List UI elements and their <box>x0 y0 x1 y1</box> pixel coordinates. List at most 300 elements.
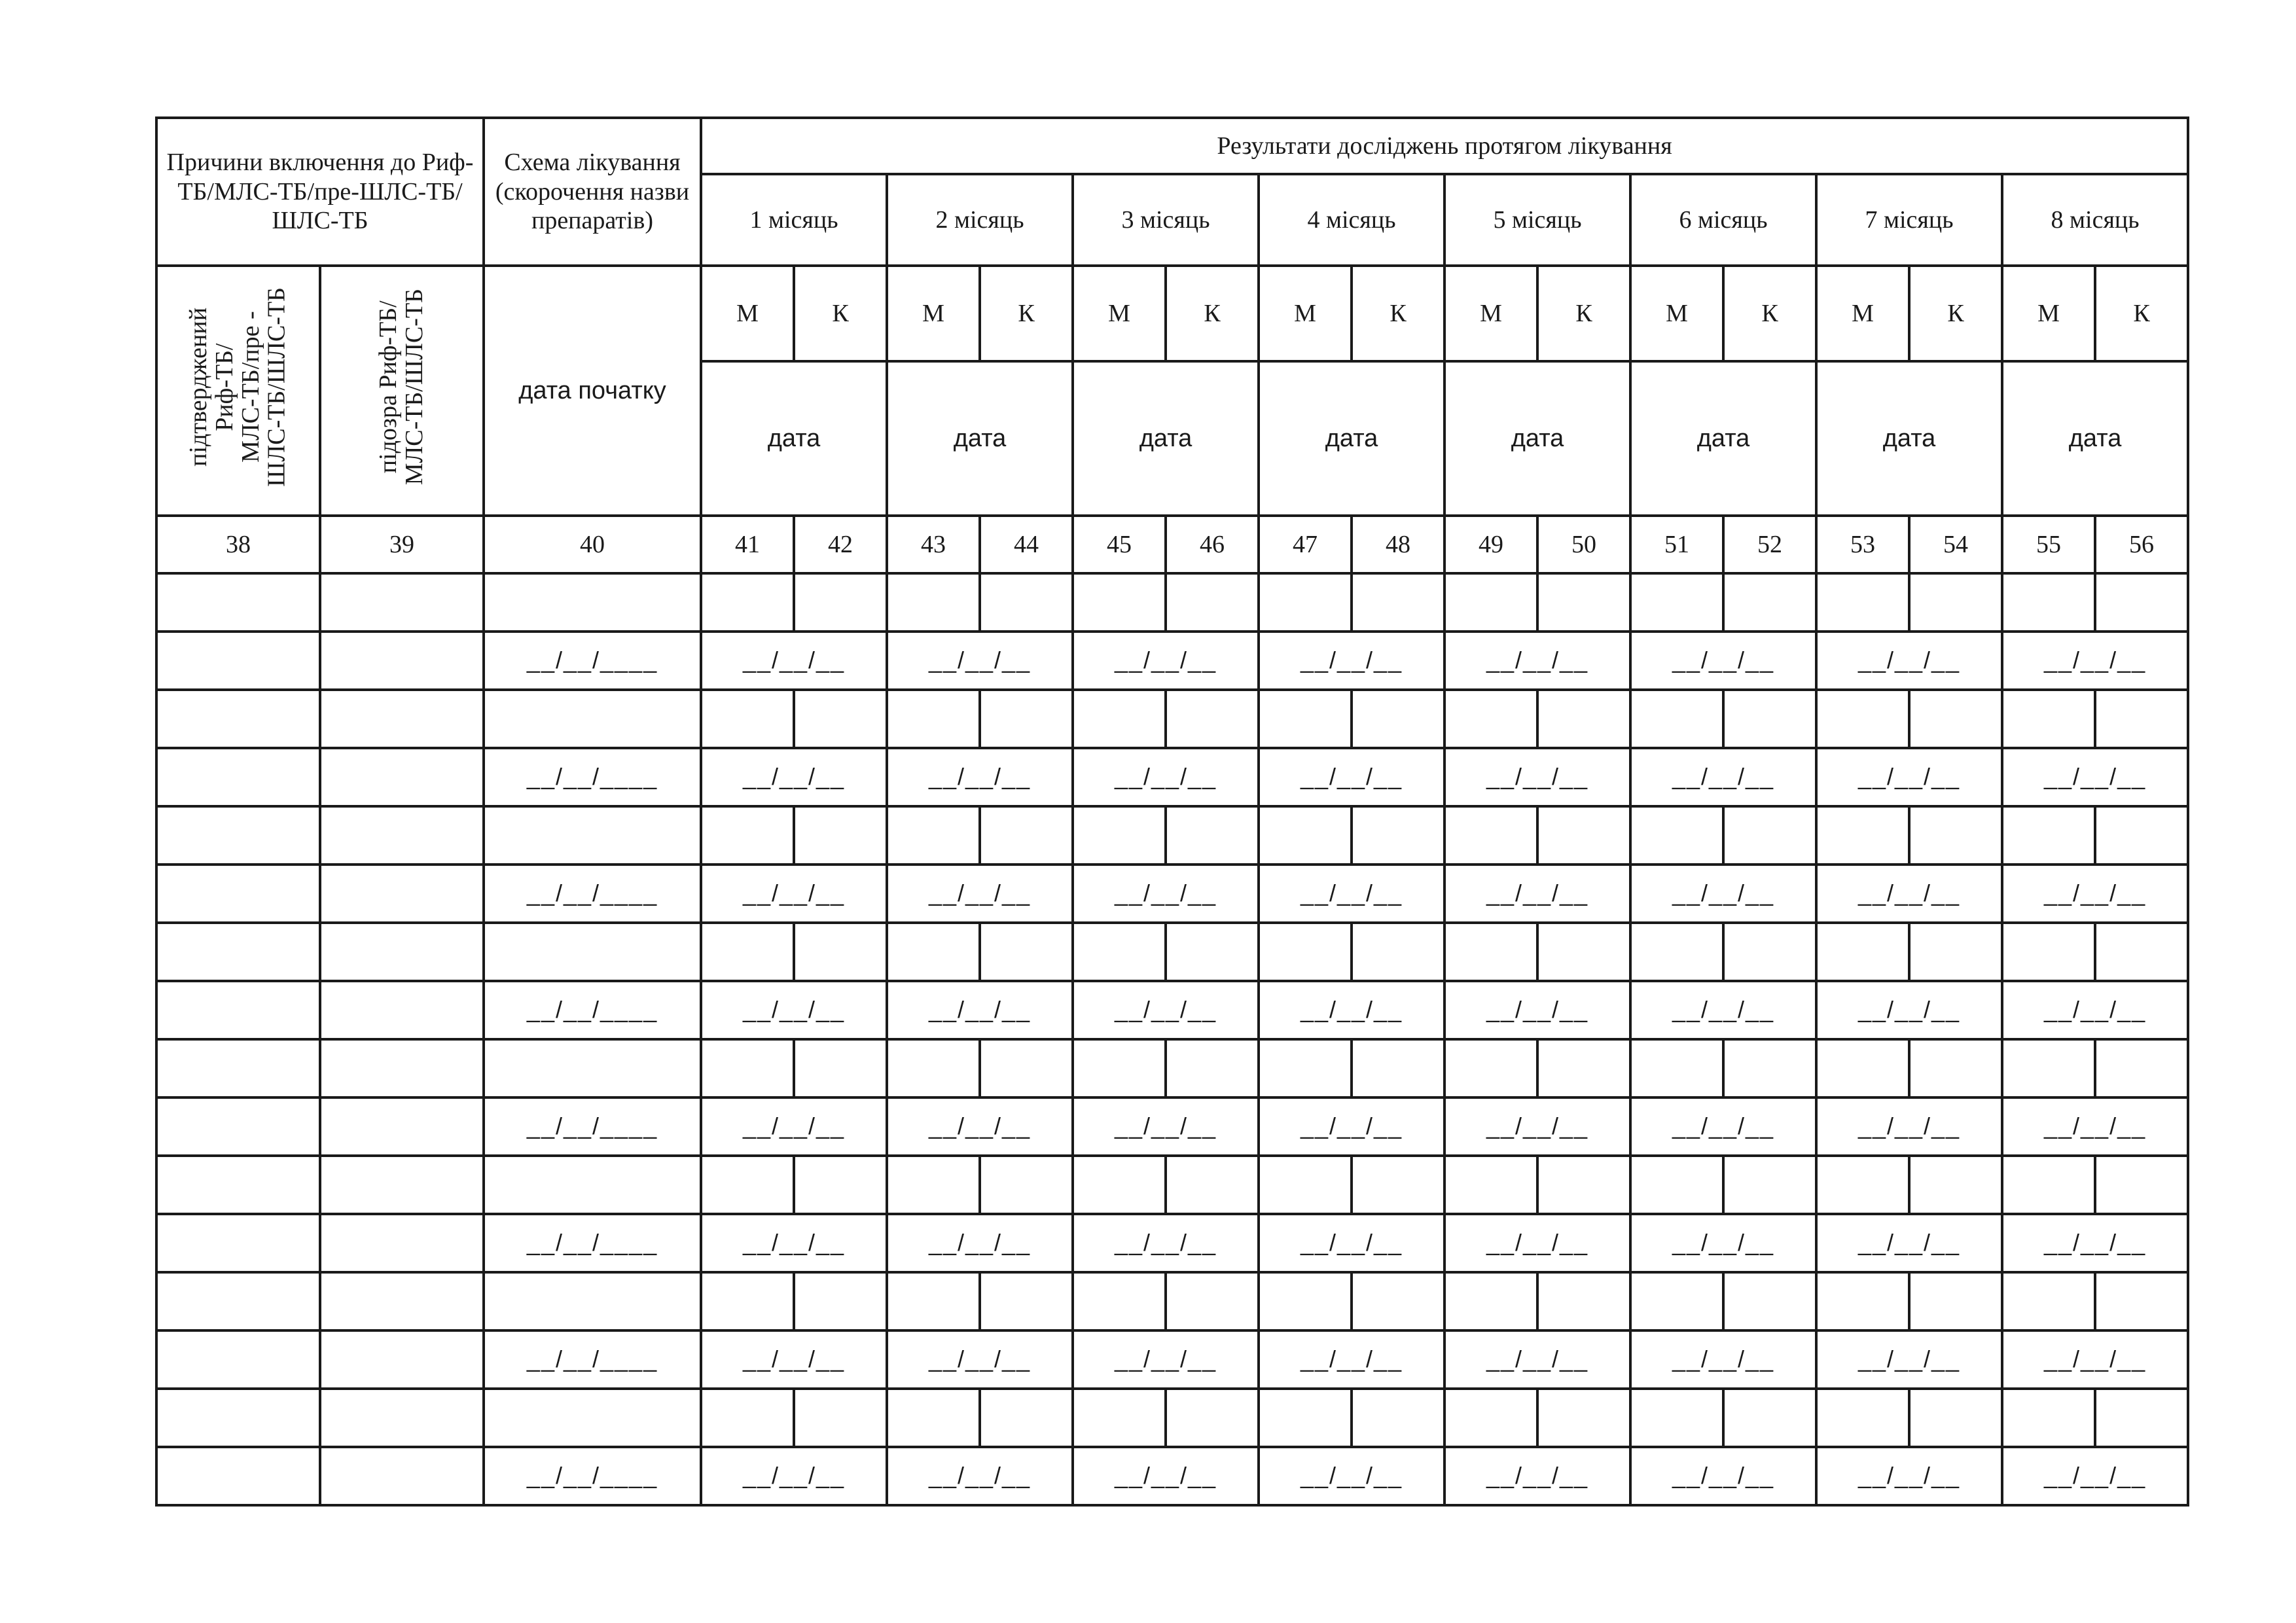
date-label-4: дата <box>1259 361 1444 516</box>
k-result-cell[interactable] <box>980 1272 1073 1330</box>
m-result-cell[interactable] <box>1630 1156 1723 1214</box>
start-date-cell[interactable] <box>484 1097 701 1156</box>
month-date-cell[interactable] <box>701 1447 887 1505</box>
m-result-cell[interactable] <box>1259 1389 1352 1447</box>
m-result-cell[interactable] <box>1816 690 1909 748</box>
m-result-cell[interactable] <box>887 1156 980 1214</box>
k-result-cell[interactable] <box>1723 690 1816 748</box>
month-header-7: 7 місяць <box>1816 174 2002 266</box>
k-result-cell[interactable] <box>1723 1039 1816 1097</box>
m-result-cell[interactable] <box>887 1389 980 1447</box>
month-date-placeholder: __/__/__ <box>1672 1346 1775 1373</box>
confirmed-cell[interactable] <box>156 573 320 632</box>
m-result-cell[interactable] <box>887 1039 980 1097</box>
scheme-cell[interactable] <box>484 923 701 981</box>
month-date-cell[interactable] <box>887 1214 1073 1272</box>
month-date-placeholder: __/__/__ <box>1300 1346 1403 1373</box>
m-result-cell[interactable] <box>1259 1156 1352 1214</box>
m-result-cell[interactable] <box>887 573 980 632</box>
m-label-2: М <box>887 266 980 361</box>
confirmed-cell[interactable] <box>156 923 320 981</box>
month-date-placeholder: __/__/__ <box>1114 763 1217 791</box>
confirmed-cell[interactable] <box>156 1330 320 1389</box>
month-date-cell[interactable] <box>701 1097 887 1156</box>
m-result-cell[interactable] <box>1630 690 1723 748</box>
k-result-cell[interactable] <box>1537 1272 1630 1330</box>
month-date-cell[interactable] <box>1073 865 1259 923</box>
k-result-cell[interactable] <box>2095 690 2188 748</box>
month-header-8: 8 місяць <box>2002 174 2188 266</box>
confirmed-cell[interactable] <box>156 806 320 865</box>
scheme-cell[interactable] <box>484 690 701 748</box>
results-row <box>156 1156 2188 1214</box>
date-row <box>156 981 2188 1039</box>
m-result-cell[interactable] <box>1073 1272 1166 1330</box>
k-result-cell[interactable] <box>794 1389 887 1447</box>
k-result-cell[interactable] <box>1909 1389 2002 1447</box>
confirmed-cell[interactable] <box>156 1097 320 1156</box>
k-result-cell[interactable] <box>1537 690 1630 748</box>
k-result-cell[interactable] <box>1723 573 1816 632</box>
k-result-cell[interactable] <box>1352 690 1444 748</box>
k-result-cell[interactable] <box>1537 806 1630 865</box>
confirmed-cell[interactable] <box>156 1272 320 1330</box>
results-row <box>156 573 2188 632</box>
month-date-cell[interactable] <box>2002 1097 2188 1156</box>
month-date-cell[interactable] <box>1816 1330 2002 1389</box>
suspected-cell[interactable] <box>320 632 484 690</box>
m-result-cell[interactable] <box>887 806 980 865</box>
k-result-cell[interactable] <box>1909 690 2002 748</box>
m-result-cell[interactable] <box>1073 1039 1166 1097</box>
m-result-cell[interactable] <box>1630 806 1723 865</box>
m-result-cell[interactable] <box>1259 806 1352 865</box>
month-date-placeholder: __/__/__ <box>1486 647 1589 674</box>
m-result-cell[interactable] <box>701 806 794 865</box>
k-result-cell[interactable] <box>2095 1272 2188 1330</box>
m-result-cell[interactable] <box>2002 1156 2095 1214</box>
suspected-cell[interactable] <box>320 1330 484 1389</box>
m-result-cell[interactable] <box>1259 1272 1352 1330</box>
scheme-cell[interactable] <box>484 1389 701 1447</box>
month-date-cell[interactable] <box>2002 748 2188 806</box>
month-date-cell[interactable] <box>1816 981 2002 1039</box>
k-result-cell[interactable] <box>1723 923 1816 981</box>
month-date-cell[interactable] <box>2002 632 2188 690</box>
suspected-cell[interactable] <box>320 1156 484 1214</box>
scheme-cell[interactable] <box>484 1039 701 1097</box>
confirmed-cell[interactable] <box>156 1389 320 1447</box>
column-number-44: 44 <box>980 516 1073 573</box>
month-date-placeholder: __/__/__ <box>1300 880 1403 907</box>
k-result-cell[interactable] <box>1909 1039 2002 1097</box>
k-result-cell[interactable] <box>1352 1272 1444 1330</box>
k-result-cell[interactable] <box>980 690 1073 748</box>
m-result-cell[interactable] <box>1630 1272 1723 1330</box>
month-date-cell[interactable] <box>701 865 887 923</box>
k-result-cell[interactable] <box>2095 573 2188 632</box>
m-result-cell[interactable] <box>1630 1039 1723 1097</box>
m-result-cell[interactable] <box>1073 690 1166 748</box>
k-result-cell[interactable] <box>1166 1389 1259 1447</box>
m-result-cell[interactable] <box>1444 1039 1537 1097</box>
month-date-cell[interactable] <box>1444 865 1630 923</box>
m-result-cell[interactable] <box>1444 1389 1537 1447</box>
k-result-cell[interactable] <box>2095 1389 2188 1447</box>
k-result-cell[interactable] <box>1166 573 1259 632</box>
k-result-cell[interactable] <box>794 1156 887 1214</box>
month-date-cell[interactable] <box>1444 1447 1630 1505</box>
k-result-cell[interactable] <box>1537 1389 1630 1447</box>
suspected-cell[interactable] <box>320 923 484 981</box>
start-date-cell[interactable] <box>484 1330 701 1389</box>
month-date-placeholder: __/__/__ <box>1857 880 1961 907</box>
month-date-placeholder: __/__/__ <box>1486 1346 1589 1373</box>
m-result-cell[interactable] <box>1259 923 1352 981</box>
month-date-cell[interactable] <box>2002 865 2188 923</box>
suspected-cell[interactable] <box>320 748 484 806</box>
suspected-cell[interactable] <box>320 1447 484 1505</box>
month-date-placeholder: __/__/__ <box>1857 996 1961 1024</box>
start-date-cell[interactable] <box>484 748 701 806</box>
date-label-1: дата <box>701 361 887 516</box>
month-date-placeholder: __/__/__ <box>1486 1113 1589 1140</box>
k-result-cell[interactable] <box>1166 923 1259 981</box>
k-result-cell[interactable] <box>2095 1156 2188 1214</box>
month-date-placeholder: __/__/__ <box>928 880 1031 907</box>
month-date-cell[interactable] <box>887 1330 1073 1389</box>
k-result-cell[interactable] <box>1352 1156 1444 1214</box>
suspected-cell[interactable] <box>320 865 484 923</box>
k-result-cell[interactable] <box>1352 573 1444 632</box>
month-date-cell[interactable] <box>1444 1097 1630 1156</box>
month-date-cell[interactable] <box>701 1214 887 1272</box>
date-row <box>156 865 2188 923</box>
results-row <box>156 690 2188 748</box>
suspected-cell[interactable] <box>320 1039 484 1097</box>
month-date-cell[interactable] <box>1444 748 1630 806</box>
month-date-placeholder: __/__/__ <box>928 1229 1031 1257</box>
confirmed-cell[interactable] <box>156 981 320 1039</box>
month-date-placeholder: __/__/__ <box>2043 763 2147 791</box>
k-result-cell[interactable] <box>1723 1389 1816 1447</box>
month-date-cell[interactable] <box>2002 1330 2188 1389</box>
month-date-cell[interactable] <box>1259 865 1444 923</box>
m-result-cell[interactable] <box>1630 1389 1723 1447</box>
k-result-cell[interactable] <box>1352 1039 1444 1097</box>
month-date-cell[interactable] <box>1259 1097 1444 1156</box>
k-result-cell[interactable] <box>1909 1156 2002 1214</box>
k-result-cell[interactable] <box>980 1389 1073 1447</box>
m-result-cell[interactable] <box>1073 923 1166 981</box>
m-result-cell[interactable] <box>2002 1039 2095 1097</box>
month-date-cell[interactable] <box>1259 748 1444 806</box>
confirmed-cell[interactable] <box>156 748 320 806</box>
month-date-cell[interactable] <box>1630 865 1816 923</box>
k-result-cell[interactable] <box>1537 573 1630 632</box>
month-date-placeholder: __/__/__ <box>2043 1113 2147 1140</box>
k-result-cell[interactable] <box>794 1272 887 1330</box>
scheme-cell[interactable] <box>484 1272 701 1330</box>
k-label-7: К <box>1909 266 2002 361</box>
month-date-cell[interactable] <box>1259 1214 1444 1272</box>
m-result-cell[interactable] <box>701 923 794 981</box>
month-date-cell[interactable] <box>1630 1214 1816 1272</box>
k-result-cell[interactable] <box>794 923 887 981</box>
month-date-placeholder: __/__/__ <box>1114 1229 1217 1257</box>
start-date-cell[interactable] <box>484 865 701 923</box>
month-date-cell[interactable] <box>1444 632 1630 690</box>
m-result-cell[interactable] <box>1444 573 1537 632</box>
month-date-cell[interactable] <box>1444 981 1630 1039</box>
k-result-cell[interactable] <box>2095 806 2188 865</box>
month-date-cell[interactable] <box>1073 632 1259 690</box>
month-date-cell[interactable] <box>1816 865 2002 923</box>
m-result-cell[interactable] <box>701 1156 794 1214</box>
month-date-placeholder: __/__/__ <box>1857 1229 1961 1257</box>
m-result-cell[interactable] <box>701 1389 794 1447</box>
month-date-cell[interactable] <box>887 748 1073 806</box>
k-result-cell[interactable] <box>794 690 887 748</box>
m-label-5: М <box>1444 266 1537 361</box>
m-result-cell[interactable] <box>701 573 794 632</box>
month-date-cell[interactable] <box>2002 1214 2188 1272</box>
m-label-8: М <box>2002 266 2095 361</box>
m-result-cell[interactable] <box>1444 690 1537 748</box>
month-date-cell[interactable] <box>887 865 1073 923</box>
month-date-cell[interactable] <box>1073 1330 1259 1389</box>
m-result-cell[interactable] <box>2002 690 2095 748</box>
confirmed-cell[interactable] <box>156 1156 320 1214</box>
m-result-cell[interactable] <box>1816 1156 1909 1214</box>
k-result-cell[interactable] <box>2095 923 2188 981</box>
month-date-cell[interactable] <box>1444 1214 1630 1272</box>
month-date-cell[interactable] <box>701 1330 887 1389</box>
k-result-cell[interactable] <box>1909 923 2002 981</box>
m-result-cell[interactable] <box>1630 923 1723 981</box>
month-date-placeholder: __/__/__ <box>928 1462 1031 1489</box>
k-result-cell[interactable] <box>1166 690 1259 748</box>
start-date-cell[interactable] <box>484 1447 701 1505</box>
suspected-cell[interactable] <box>320 1272 484 1330</box>
k-result-cell[interactable] <box>980 1039 1073 1097</box>
start-date-cell[interactable] <box>484 632 701 690</box>
m-result-cell[interactable] <box>1073 806 1166 865</box>
column-number-47: 47 <box>1259 516 1352 573</box>
month-date-cell[interactable] <box>1816 748 2002 806</box>
confirmed-cell[interactable] <box>156 1039 320 1097</box>
scheme-cell[interactable] <box>484 806 701 865</box>
m-result-cell[interactable] <box>701 690 794 748</box>
month-date-cell[interactable] <box>701 981 887 1039</box>
month-date-placeholder: __/__/__ <box>1672 1229 1775 1257</box>
month-date-cell[interactable] <box>1630 748 1816 806</box>
month-date-placeholder: __/__/__ <box>2043 647 2147 674</box>
month-date-cell[interactable] <box>1630 1097 1816 1156</box>
k-result-cell[interactable] <box>980 1156 1073 1214</box>
month-header-3: 3 місяць <box>1073 174 1259 266</box>
m-result-cell[interactable] <box>1073 1156 1166 1214</box>
m-result-cell[interactable] <box>887 690 980 748</box>
month-date-cell[interactable] <box>1630 1330 1816 1389</box>
confirmed-cell[interactable] <box>156 690 320 748</box>
k-result-cell[interactable] <box>1537 1039 1630 1097</box>
k-result-cell[interactable] <box>1723 806 1816 865</box>
month-date-placeholder: __/__/__ <box>2043 880 2147 907</box>
suspected-cell[interactable] <box>320 981 484 1039</box>
m-result-cell[interactable] <box>1073 573 1166 632</box>
k-result-cell[interactable] <box>794 1039 887 1097</box>
column-number-50: 50 <box>1537 516 1630 573</box>
k-result-cell[interactable] <box>2095 1039 2188 1097</box>
month-date-cell[interactable] <box>1259 981 1444 1039</box>
month-date-cell[interactable] <box>1816 632 2002 690</box>
column-number-38: 38 <box>156 516 320 573</box>
month-date-placeholder: __/__/__ <box>928 647 1031 674</box>
m-result-cell[interactable] <box>1816 806 1909 865</box>
suspected-cell[interactable] <box>320 1214 484 1272</box>
k-result-cell[interactable] <box>1166 806 1259 865</box>
suspected-cell[interactable] <box>320 690 484 748</box>
suspected-cell[interactable] <box>320 806 484 865</box>
k-result-cell[interactable] <box>1352 806 1444 865</box>
m-result-cell[interactable] <box>1816 573 1909 632</box>
m-result-cell[interactable] <box>2002 923 2095 981</box>
month-date-cell[interactable] <box>1259 1330 1444 1389</box>
month-date-cell[interactable] <box>1259 1447 1444 1505</box>
scheme-cell[interactable] <box>484 573 701 632</box>
month-header-5: 5 місяць <box>1444 174 1630 266</box>
m-label-6: М <box>1630 266 1723 361</box>
k-result-cell[interactable] <box>1723 1156 1816 1214</box>
month-date-cell[interactable] <box>1444 1330 1630 1389</box>
m-result-cell[interactable] <box>2002 1272 2095 1330</box>
month-date-cell[interactable] <box>887 981 1073 1039</box>
k-result-cell[interactable] <box>794 573 887 632</box>
m-result-cell[interactable] <box>1259 573 1352 632</box>
start-date-cell[interactable] <box>484 1214 701 1272</box>
month-date-placeholder: __/__/__ <box>1486 880 1589 907</box>
month-date-cell[interactable] <box>887 1447 1073 1505</box>
m-result-cell[interactable] <box>701 1272 794 1330</box>
suspected-cell[interactable] <box>320 1097 484 1156</box>
month-date-cell[interactable] <box>1073 748 1259 806</box>
month-date-placeholder: __/__/__ <box>1300 1113 1403 1140</box>
m-result-cell[interactable] <box>1816 923 1909 981</box>
confirmed-cell[interactable] <box>156 632 320 690</box>
m-result-cell[interactable] <box>1259 690 1352 748</box>
m-result-cell[interactable] <box>2002 573 2095 632</box>
confirmed-cell[interactable] <box>156 1214 320 1272</box>
month-date-placeholder: __/__/__ <box>1114 996 1217 1024</box>
m-result-cell[interactable] <box>2002 1389 2095 1447</box>
k-result-cell[interactable] <box>980 923 1073 981</box>
month-date-cell[interactable] <box>1630 981 1816 1039</box>
m-result-cell[interactable] <box>1444 923 1537 981</box>
m-result-cell[interactable] <box>887 1272 980 1330</box>
month-date-cell[interactable] <box>1630 632 1816 690</box>
m-result-cell[interactable] <box>1630 573 1723 632</box>
month-date-cell[interactable] <box>2002 981 2188 1039</box>
month-date-cell[interactable] <box>1630 1447 1816 1505</box>
month-date-cell[interactable] <box>2002 1447 2188 1505</box>
confirmed-cell[interactable] <box>156 1447 320 1505</box>
month-date-cell[interactable] <box>1816 1214 2002 1272</box>
k-result-cell[interactable] <box>1166 1039 1259 1097</box>
m-result-cell[interactable] <box>1444 1272 1537 1330</box>
k-result-cell[interactable] <box>1166 1272 1259 1330</box>
month-date-cell[interactable] <box>1073 1447 1259 1505</box>
m-result-cell[interactable] <box>1816 1039 1909 1097</box>
suspected-cell[interactable] <box>320 573 484 632</box>
month-date-cell[interactable] <box>1073 1097 1259 1156</box>
month-date-cell[interactable] <box>1073 981 1259 1039</box>
month-date-cell[interactable] <box>1259 632 1444 690</box>
month-date-cell[interactable] <box>887 632 1073 690</box>
k-result-cell[interactable] <box>1723 1272 1816 1330</box>
suspected-cell[interactable] <box>320 1389 484 1447</box>
k-result-cell[interactable] <box>1352 1389 1444 1447</box>
month-date-cell[interactable] <box>1073 1214 1259 1272</box>
month-date-cell[interactable] <box>1816 1097 2002 1156</box>
start-date-placeholder: __/__/____ <box>526 1346 658 1373</box>
month-date-placeholder: __/__/__ <box>1300 996 1403 1024</box>
m-result-cell[interactable] <box>1444 1156 1537 1214</box>
k-result-cell[interactable] <box>1909 806 2002 865</box>
date-row <box>156 748 2188 806</box>
m-result-cell[interactable] <box>1816 1389 1909 1447</box>
month-date-placeholder: __/__/__ <box>742 763 846 791</box>
month-date-placeholder: __/__/__ <box>2043 1462 2147 1489</box>
k-label-5: К <box>1537 266 1630 361</box>
month-date-cell[interactable] <box>887 1097 1073 1156</box>
m-result-cell[interactable] <box>1816 1272 1909 1330</box>
m-result-cell[interactable] <box>1444 806 1537 865</box>
m-result-cell[interactable] <box>1073 1389 1166 1447</box>
k-result-cell[interactable] <box>1909 573 2002 632</box>
confirmed-cell[interactable] <box>156 865 320 923</box>
month-date-placeholder: __/__/__ <box>1114 1113 1217 1140</box>
k-result-cell[interactable] <box>1537 1156 1630 1214</box>
column-number-48: 48 <box>1352 516 1444 573</box>
month-date-cell[interactable] <box>1816 1447 2002 1505</box>
m-result-cell[interactable] <box>1259 1039 1352 1097</box>
k-result-cell[interactable] <box>1909 1272 2002 1330</box>
tb-results-form-table <box>155 116 2189 1507</box>
scheme-cell[interactable] <box>484 1156 701 1214</box>
month-date-placeholder: __/__/__ <box>1114 647 1217 674</box>
column-number-55: 55 <box>2002 516 2095 573</box>
k-result-cell[interactable] <box>1537 923 1630 981</box>
start-date-placeholder: __/__/____ <box>526 1462 658 1489</box>
start-date-cell[interactable] <box>484 981 701 1039</box>
month-date-placeholder: __/__/__ <box>742 647 846 674</box>
k-result-cell[interactable] <box>1352 923 1444 981</box>
month-date-placeholder: __/__/__ <box>1857 763 1961 791</box>
results-row <box>156 806 2188 865</box>
m-result-cell[interactable] <box>2002 806 2095 865</box>
m-result-cell[interactable] <box>887 923 980 981</box>
month-date-placeholder: __/__/__ <box>2043 1229 2147 1257</box>
month-date-cell[interactable] <box>701 748 887 806</box>
m-result-cell[interactable] <box>701 1039 794 1097</box>
k-label-6: К <box>1723 266 1816 361</box>
k-result-cell[interactable] <box>794 806 887 865</box>
k-result-cell[interactable] <box>980 806 1073 865</box>
k-result-cell[interactable] <box>1166 1156 1259 1214</box>
month-date-cell[interactable] <box>701 632 887 690</box>
k-result-cell[interactable] <box>980 573 1073 632</box>
